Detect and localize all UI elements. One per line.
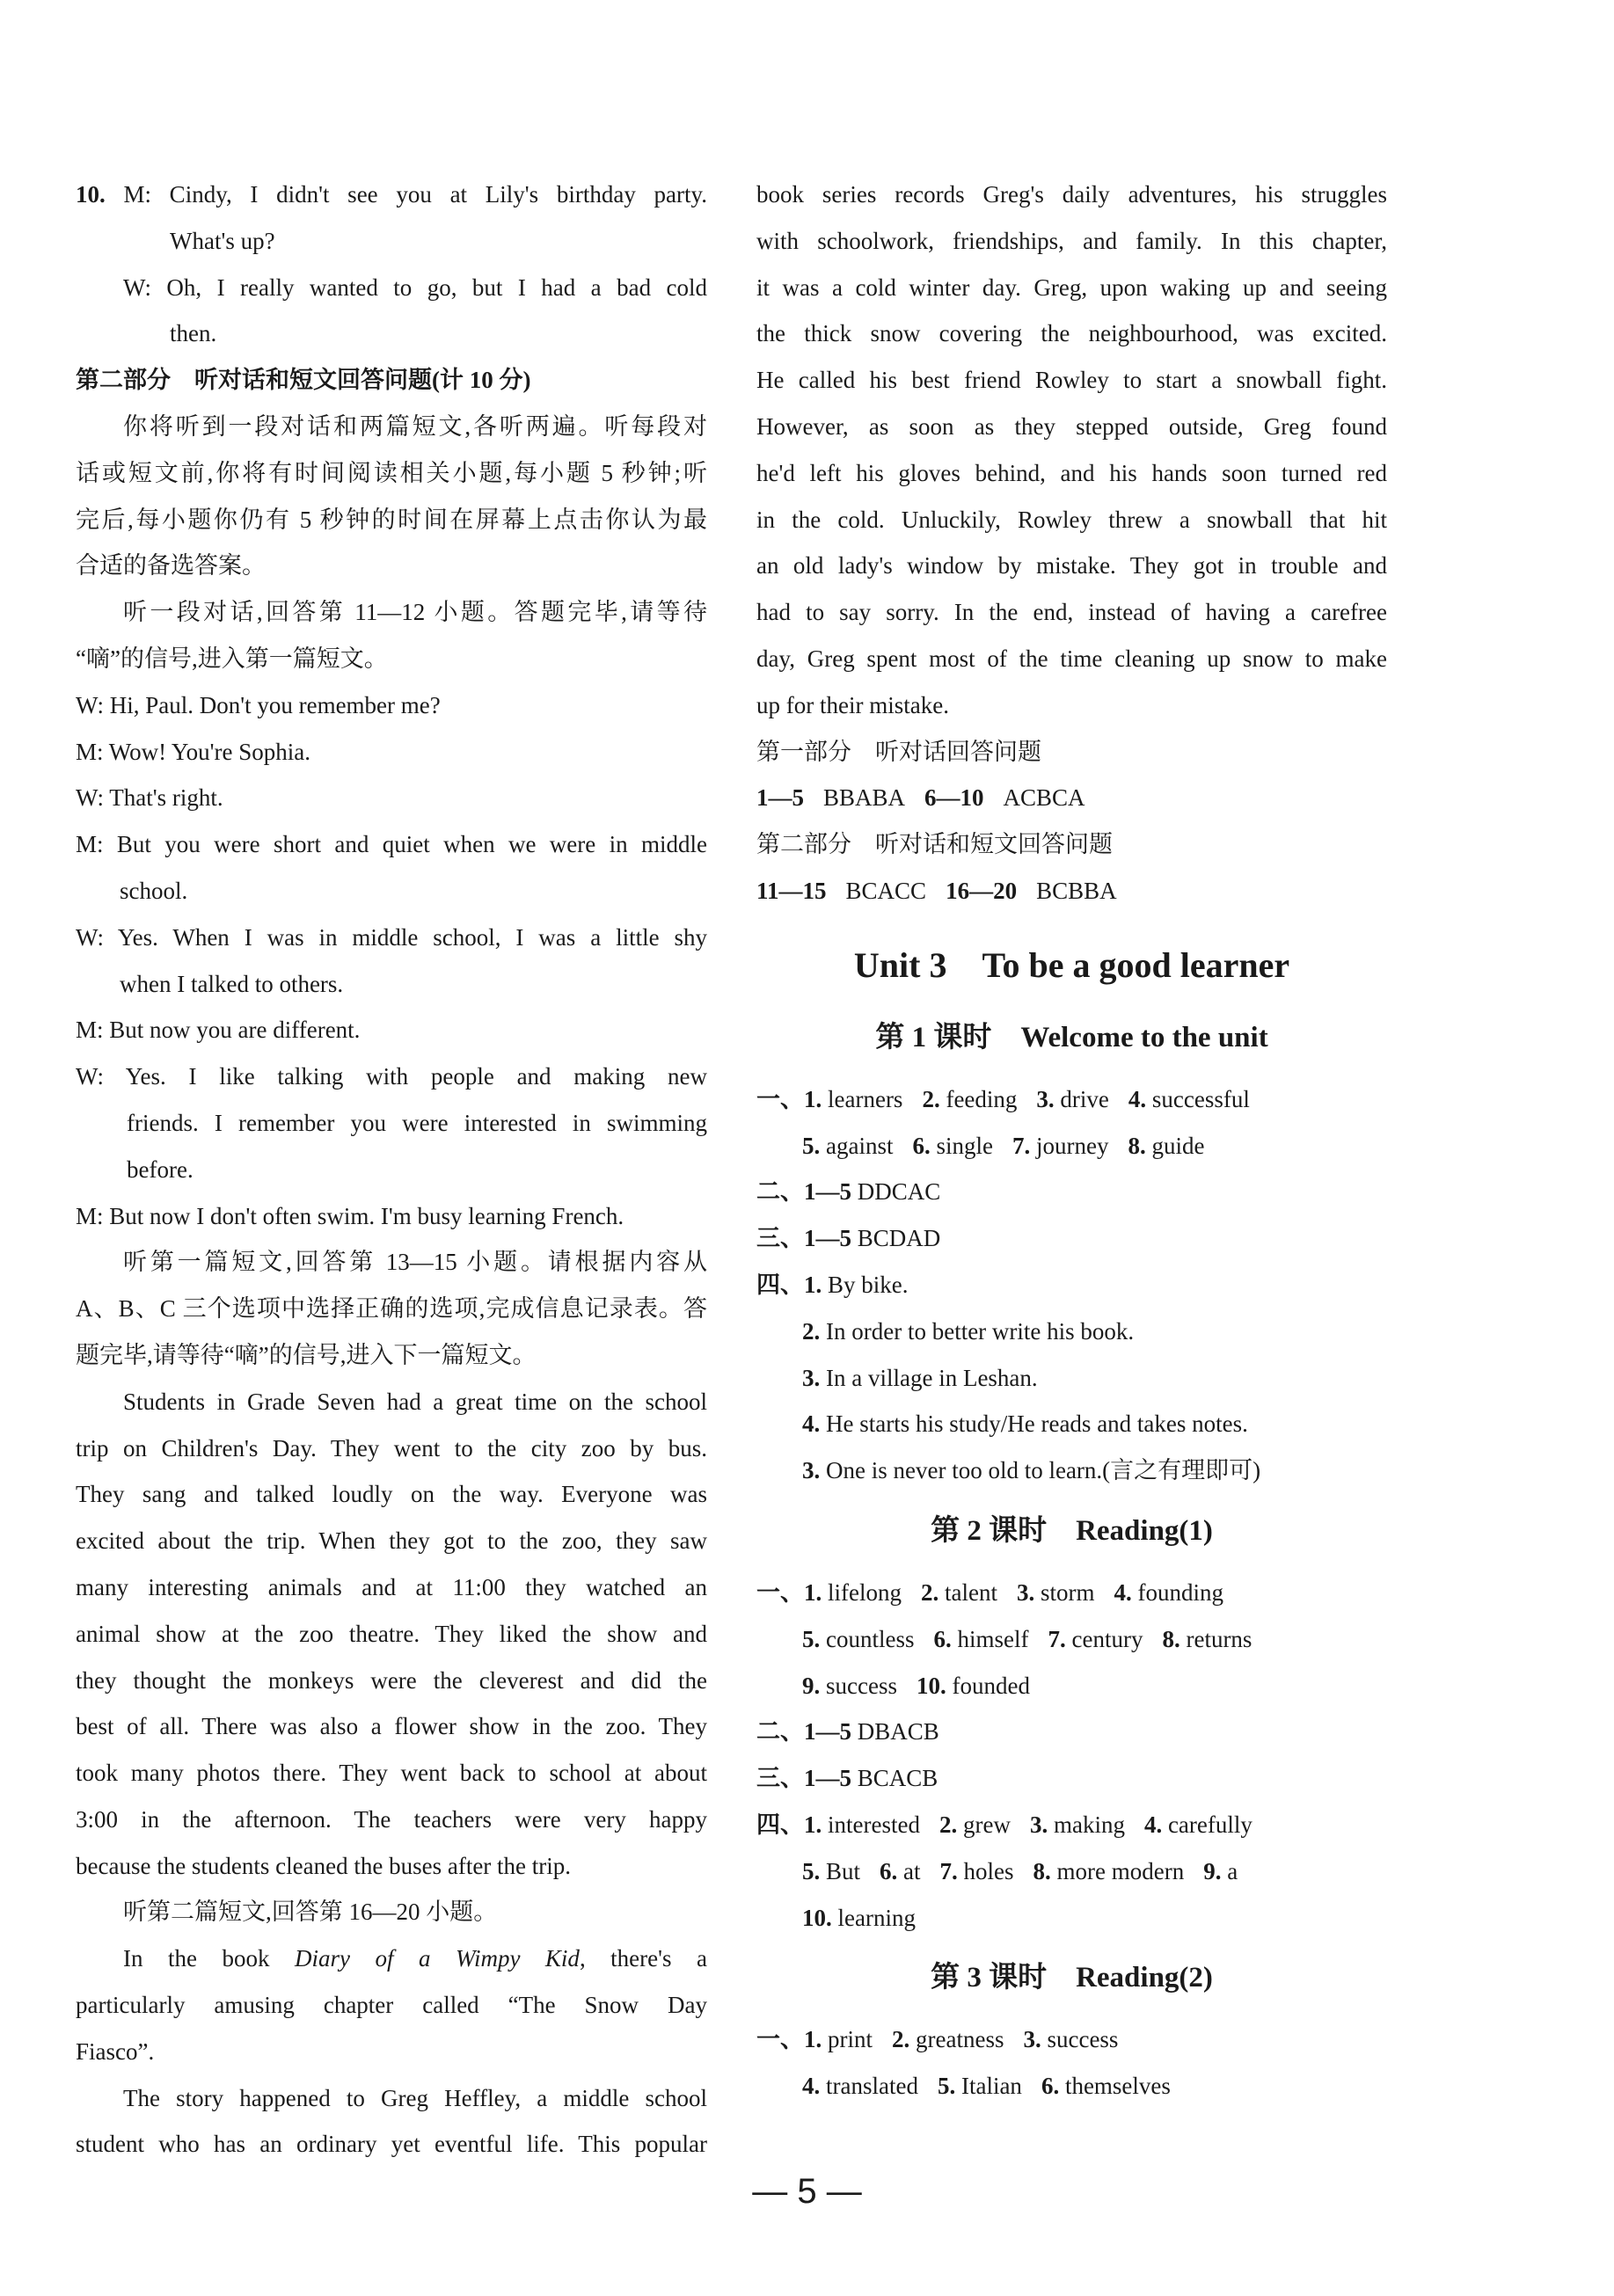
answer-range: 1—5 (804, 1178, 851, 1206)
answer-row (756, 1802, 1387, 1848)
item-num: 3. (1036, 1085, 1055, 1112)
dialogue-line: friends. I remember you were interested in swimming (127, 1109, 707, 1136)
item-num: 5. (937, 2073, 956, 2100)
item-num: 10. (916, 1672, 946, 1699)
item-num: 8. (1128, 1132, 1146, 1159)
item-num: 4. (802, 2073, 821, 2100)
answer-key-heading: 第一部分 听对话回答问题 (756, 738, 1041, 765)
lesson-title: 第 1 课时 Welcome to the unit (875, 1021, 1268, 1053)
item-answer: lifelong (828, 1578, 902, 1606)
item-answer: holes (963, 1857, 1014, 1884)
section-label: 二、 (756, 1718, 804, 1746)
answer-row (756, 1123, 1387, 1170)
item-answer: In order to better write his book. (826, 1317, 1135, 1345)
answer-value: BCDAD (857, 1225, 941, 1252)
dialogue-line: M: But now I don't often swim. I'm busy learning French. (76, 1202, 624, 1229)
item-num: 7. (1011, 1132, 1031, 1159)
item-answer: themselves (1064, 2073, 1171, 2100)
item-answer: But (826, 1857, 861, 1884)
item-num: 4. (1114, 1578, 1132, 1606)
section-label: 三、 (756, 1225, 804, 1252)
passage-line: day, Greg spent most of the time cleaning up snow to make (756, 645, 1387, 672)
dialogue-line: M: Wow! You're Sophia. (76, 738, 310, 765)
item-num: 7. (1048, 1625, 1066, 1652)
answer-row (756, 1709, 1387, 1755)
item-num: 8. (1162, 1625, 1180, 1652)
dialogue-line: W: Yes. I like talking with people and making new (76, 1063, 707, 1090)
section-label: 四、 (756, 1811, 804, 1838)
section-label: 四、 (756, 1271, 804, 1298)
passage-line: However, as soon as they stepped outside, Greg found (756, 412, 1387, 440)
dialogue-line: W: Yes. When I was in middle school, I was a little shy (76, 923, 707, 951)
answer-row (756, 1262, 1387, 1308)
answer-range: 1—5 (804, 1225, 851, 1252)
q10-m-line1 (76, 171, 707, 218)
answer-range: 11—15 (756, 877, 827, 904)
passage-line: he'd left his gloves behind, and his hands soon turned red (756, 459, 1387, 486)
item-answer: learners (828, 1085, 903, 1112)
answer-row (756, 1616, 1387, 1663)
item-answer: learning (837, 1904, 916, 1931)
item-num: 1. (804, 1085, 822, 1112)
item-answer: returns (1186, 1625, 1252, 1652)
dialogue-line: school. (120, 877, 188, 904)
item-answer: successful (1151, 1085, 1250, 1112)
answer-key-row (756, 868, 1387, 915)
dialogue-line: M: But you were short and quiet when we were in middle (76, 831, 707, 858)
item-num: 6. (912, 1132, 931, 1159)
passage-line: with schoolwork, friendships, and family. In this chapter, (756, 227, 1387, 254)
instruction-line: 题完毕,请等待“嘀”的信号,进入下一篇短文。 (76, 1341, 537, 1368)
item-answer: He starts his study/He reads and takes notes. (826, 1410, 1248, 1438)
item-num: 5. (802, 1857, 821, 1884)
instruction-line: “嘀”的信号,进入第一篇短文。 (76, 645, 388, 672)
answer-value: BBABA (823, 784, 906, 812)
item-answer: more modern (1056, 1857, 1185, 1884)
answer-value: DBACB (857, 1718, 939, 1746)
passage-line: They sang and talked loudly on the way. Everyone was (76, 1481, 707, 1508)
section-label: 一、 (756, 1085, 804, 1112)
q10-w-line1: W: Oh, I really wanted to go, but I had a bad cold (123, 273, 707, 301)
answer-row (756, 1076, 1387, 1123)
item-answer: success (1047, 2026, 1119, 2053)
answer-row (756, 1755, 1387, 1802)
item-answer: storm (1040, 1578, 1095, 1606)
item-answer: against (826, 1132, 894, 1159)
answer-row (756, 1570, 1387, 1616)
item-num: 1. (804, 1811, 822, 1838)
item-num: 9. (802, 1672, 821, 1699)
item-answer: century (1071, 1625, 1143, 1652)
passage-line: book series records Greg's daily adventures, his struggles (756, 181, 1387, 208)
passage-line: had to say sorry. In the end, instead of having a carefree (756, 599, 1387, 626)
answer-value: DDCAC (857, 1178, 941, 1206)
item-num: 3. (802, 1457, 821, 1484)
instruction-line: 你将听到一段对话和两篇短文,各听两遍。听每段对 (123, 412, 707, 440)
item-answer: feeding (946, 1085, 1018, 1112)
answer-key-row (756, 775, 1387, 821)
passage-line: it was a cold winter day. Greg, upon waking up and seeing (756, 273, 1387, 301)
passage-line: took many photos there. They went back to school at about (76, 1760, 707, 1787)
passage-line: Students in Grade Seven had a great time on the school (123, 1388, 707, 1415)
passage-line: up for their mistake. (756, 691, 949, 718)
answer-key-heading: 第二部分 听对话和短文回答问题 (756, 831, 1113, 858)
page-number: — 5 — (752, 2172, 862, 2211)
item-num: 6. (1041, 2073, 1060, 2100)
passage-line: student who has an ordinary yet eventful life. This popular (76, 2131, 707, 2158)
item-answer: journey (1035, 1132, 1109, 1159)
item-answer: greatness (916, 2026, 1004, 2053)
answer-row (756, 1848, 1387, 1895)
item-num: 2. (802, 1317, 821, 1345)
item-answer: countless (826, 1625, 915, 1652)
answer-row (756, 1355, 1387, 1402)
item-answer: founded (952, 1672, 1030, 1699)
book-title: Diary of a Wimpy Kid (294, 1945, 580, 1972)
item-answer: drive (1060, 1085, 1109, 1112)
item-num: 3. (1023, 2026, 1041, 2053)
passage-line: trip on Children's Day. They went to the city zoo by bus. (76, 1434, 707, 1461)
item-num: 1. (804, 1271, 822, 1298)
answer-range: 1—5 (756, 784, 804, 812)
answer-range: 16—20 (946, 877, 1018, 904)
answer-row (756, 1401, 1387, 1447)
item-answer: Italian (960, 2073, 1022, 2100)
passage-line: Fiasco”. (76, 2037, 155, 2065)
answer-value: ACBCA (1003, 784, 1085, 812)
answer-range: 1—5 (804, 1765, 851, 1792)
item-num: 3. (1016, 1578, 1035, 1606)
section-label: 一、 (756, 1578, 804, 1606)
answer-value: BCBBA (1036, 877, 1117, 904)
passage-line: an old lady's window by mistake. They got in trouble and (756, 552, 1387, 579)
item-num: 4. (1143, 1811, 1163, 1838)
passage-line: because the students cleaned the buses after the trip. (76, 1852, 572, 1879)
answer-value: BCACB (857, 1765, 938, 1792)
dialogue-line: when I talked to others. (120, 970, 344, 997)
item-num: 9. (1203, 1857, 1222, 1884)
item-answer: talent (944, 1578, 997, 1606)
question-number: 10. (76, 181, 106, 208)
passage-line: 3:00 in the afternoon. The teachers were very happy (76, 1805, 707, 1833)
item-answer: By bike. (828, 1271, 909, 1298)
part2-heading: 第二部分 听对话和短文回答问题(计 10 分) (76, 367, 531, 394)
answer-row (756, 1895, 1387, 1942)
item-answer: translated (826, 2073, 918, 2100)
answer-row (756, 2016, 1387, 2063)
dialogue-line: W: That's right. (76, 784, 223, 812)
left-column (76, 171, 707, 2168)
answer-range: 6—10 (924, 784, 984, 812)
section-label: 二、 (756, 1178, 804, 1206)
passage-line: The story happened to Greg Heffley, a middle school (123, 2084, 707, 2111)
item-answer: print (828, 2026, 873, 2053)
item-num: 3. (1029, 1811, 1048, 1838)
item-answer: success (826, 1672, 897, 1699)
item-answer: guide (1151, 1132, 1205, 1159)
q10-m-line2: What's up? (170, 227, 275, 254)
item-num: 6. (880, 1857, 898, 1884)
passage-line: many interesting animals and at 11:00 they watched an (76, 1573, 707, 1600)
answer-row (756, 1663, 1387, 1709)
lesson-title: 第 3 课时 Reading(2) (931, 1962, 1213, 1994)
item-answer: making (1053, 1811, 1125, 1838)
passage-line: particularly amusing chapter called “The Snow Day (76, 1992, 707, 2019)
passage-line: excited about the trip. When they got to the zoo, they saw (76, 1527, 707, 1555)
item-num: 5. (802, 1625, 821, 1652)
answer-row (756, 2063, 1387, 2110)
answer-row (756, 1215, 1387, 1262)
instruction-line: 话或短文前,你将有时间阅读相关小题,每小题 5 秒钟;听 (76, 459, 707, 486)
passage-line: best of all. There was also a flower show in the zoo. They (76, 1713, 707, 1740)
item-num: 6. (933, 1625, 952, 1652)
item-answer: One is never too old to learn.(言之有理即可) (826, 1457, 1261, 1484)
passage-text: In the book (123, 1945, 295, 1972)
right-column (756, 171, 1387, 2110)
passage-line: He called his best friend Rowley to start a snowball fight. (756, 367, 1387, 394)
item-answer: at (903, 1857, 921, 1884)
item-num: 2. (938, 1811, 958, 1838)
passage-line (76, 1935, 707, 1982)
passage-line: animal show at the zoo theatre. They liked the show and (76, 1620, 707, 1647)
item-num: 10. (802, 1904, 832, 1931)
answer-range: 1—5 (804, 1718, 851, 1746)
passage-line: in the cold. Unluckily, Rowley threw a snowball that hit (756, 506, 1387, 533)
item-num: 1. (804, 1578, 822, 1606)
lesson-title: 第 2 课时 Reading(1) (931, 1514, 1213, 1547)
item-answer: a (1227, 1857, 1238, 1884)
section-label: 一、 (756, 2026, 804, 2053)
item-num: 1. (804, 2026, 822, 2053)
dialogue-line: W: Hi, Paul. Don't you remember me? (76, 691, 441, 718)
instruction-line: 完后,每小题你仍有 5 秒钟的时间在屏幕上点击你认为最 (76, 506, 707, 533)
item-num: 3. (802, 1364, 821, 1391)
item-num: 2. (892, 2026, 910, 2053)
item-num: 4. (1128, 1085, 1147, 1112)
answer-value: BCACC (845, 877, 927, 904)
instruction-line: A、B、C 三个选项中选择正确的选项,完成信息记录表。答 (76, 1295, 707, 1323)
item-num: 7. (939, 1857, 958, 1884)
unit-title: Unit 3 To be a good learner (853, 944, 1290, 985)
passage-text: , there's a (579, 1945, 707, 1972)
answer-row (756, 1308, 1387, 1355)
instruction-line: 听第一篇短文,回答第 13—15 小题。请根据内容从 (123, 1249, 707, 1276)
instruction-line: 合适的备选答案。 (76, 552, 266, 579)
dialogue-text: M: Cindy, I didn't see you at Lily's birthday party. (123, 181, 708, 208)
item-num: 5. (802, 1132, 821, 1159)
item-num: 4. (802, 1410, 821, 1438)
item-answer: In a village in Leshan. (826, 1364, 1038, 1391)
passage-line: they thought the monkeys were the cleverest and did the (76, 1666, 707, 1694)
item-answer: founding (1137, 1578, 1223, 1606)
answer-row (756, 1447, 1387, 1494)
dialogue-line: M: But now you are different. (76, 1017, 361, 1044)
answer-row (756, 1169, 1387, 1215)
item-num: 2. (922, 1085, 940, 1112)
instruction-line: 听第二篇短文,回答第 16—20 小题。 (123, 1899, 498, 1926)
q10-w-line2: then. (170, 320, 217, 347)
item-answer: grew (962, 1811, 1011, 1838)
dialogue-line: before. (127, 1155, 194, 1183)
item-answer: carefully (1167, 1811, 1252, 1838)
passage-line: the thick snow covering the neighbourhood, was excited. (756, 320, 1387, 347)
instruction-line: 听一段对话,回答第 11—12 小题。答题完毕,请等待 (123, 599, 707, 626)
item-answer: single (936, 1132, 993, 1159)
item-num: 8. (1033, 1857, 1051, 1884)
item-answer: himself (957, 1625, 1029, 1652)
item-num: 2. (920, 1578, 939, 1606)
item-answer: interested (828, 1811, 920, 1838)
section-label: 三、 (756, 1765, 804, 1792)
